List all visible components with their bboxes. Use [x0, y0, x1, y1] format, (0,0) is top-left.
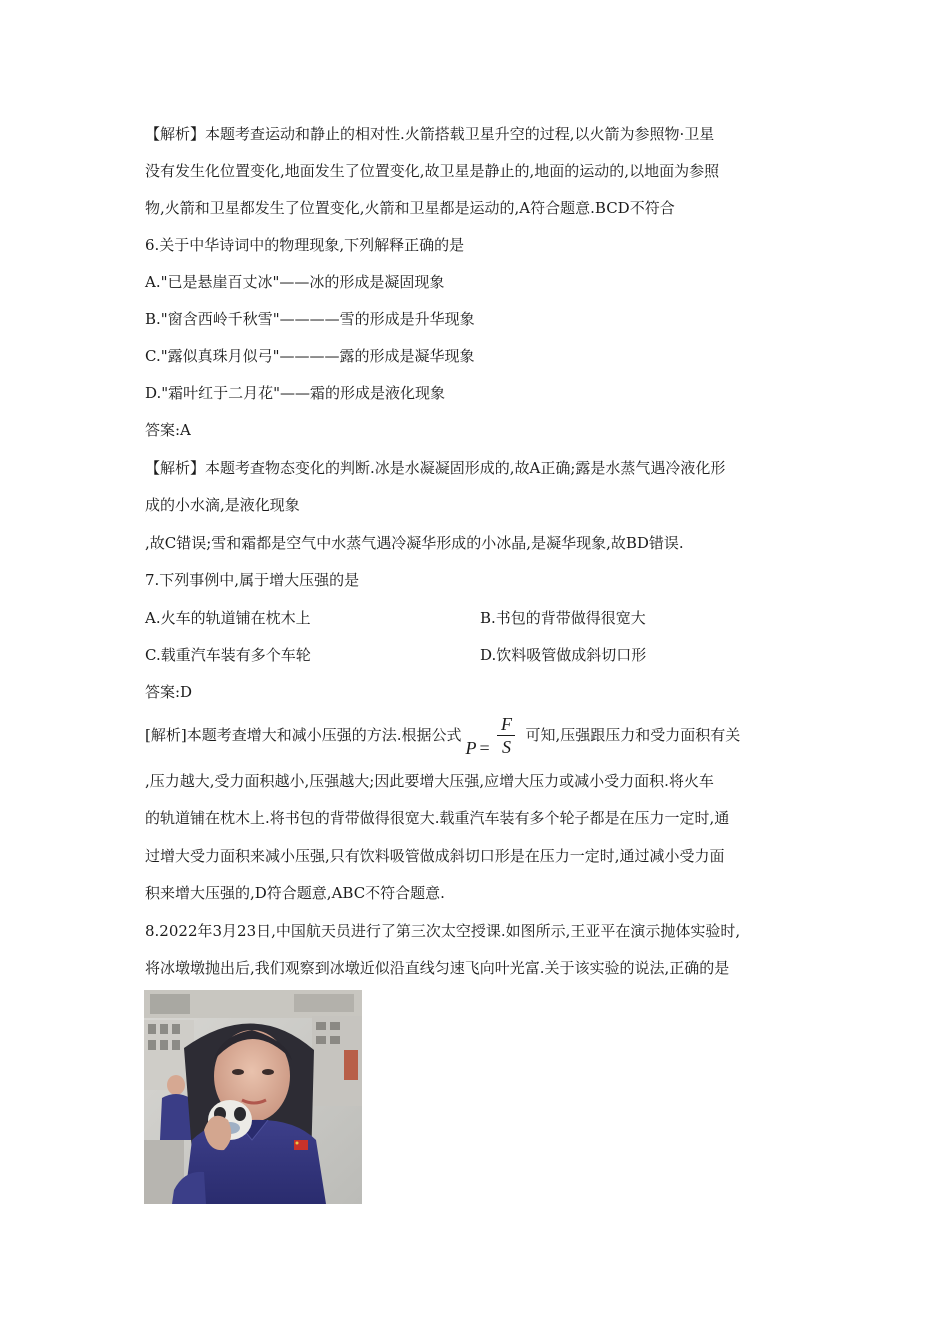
q6-option-b: B."窗含西岭千秋雪"————雪的形成是升华现象: [145, 310, 475, 328]
q7-analysis-line-4: 过增大受力面积来减小压强,只有饮料吸管做成斜切口形是在压力一定时,通过减小受力面: [145, 847, 725, 865]
q7-option-c: C.载重汽车装有多个车轮: [145, 646, 311, 664]
q8-stem-line-1: 8.2022年3月23日,中国航天员进行了第三次太空授课.如图所示,王亚平在演示抛体实验时,: [145, 922, 741, 940]
q5-analysis-line-3: 物,火箭和卫星都发生了位置变化,火箭和卫星都是运动的,A符合题意.BCD不符合: [145, 199, 675, 217]
q7-option-d: D.饮料吸管做成斜切口形: [480, 646, 647, 664]
q6-analysis-line-2: 成的小水滴,是液化现象: [145, 496, 300, 514]
q6-analysis-line-3: ,故C错误;雪和霜都是空气中水蒸气遇冷凝华形成的小冰晶,是凝华现象,故BD错误.: [145, 534, 684, 552]
q8-stem-line-2: 将冰墩墩抛出后,我们观察到冰墩近似沿直线匀速飞向叶光富.关于该实验的说法,正确的是: [145, 959, 730, 977]
q6-option-d: D."霜叶红于二月花"——霜的形成是液化现象: [145, 384, 446, 402]
formula-fraction: [497, 714, 515, 757]
formula-equals: =: [479, 738, 490, 758]
q5-analysis-line-1: 【解析】本题考查运动和静止的相对性.火箭搭载卫星升空的过程,以火箭为参照物·卫星: [145, 125, 715, 143]
q6-answer: 答案:A: [145, 421, 191, 439]
q7-option-a: A.火车的轨道铺在枕木上: [145, 609, 311, 627]
q6-stem: 6.关于中华诗词中的物理现象,下列解释正确的是: [145, 236, 465, 254]
q7-analysis-line-2: ,压力越大,受力面积越小,压强越大;因此要增大压强,应增大压力或减小受力面积.将火车: [145, 772, 714, 790]
q7-analysis-line-3: 的轨道铺在枕木上.将书包的背带做得很宽大.载重汽车装有多个轮子都是在压力一定时,通: [145, 809, 730, 827]
q6-analysis-line-1: 【解析】本题考查物态变化的判断.冰是水凝凝固形成的,故A正确;露是水蒸气遇冷液化形: [145, 459, 726, 477]
formula-lhs: P: [465, 738, 477, 758]
formula-numerator: F: [500, 714, 512, 734]
formula-denominator: S: [501, 737, 511, 757]
q7-stem: 7.下列事例中,属于增大压强的是: [145, 571, 360, 589]
q7-analysis-line-5: 积来增大压强的,D符合题意,ABC不符合题意.: [145, 884, 445, 902]
fraction-bar: [497, 735, 515, 736]
pressure-formula: [465, 714, 521, 758]
q7-option-b: B.书包的背带做得很宽大: [480, 609, 646, 627]
q7-analysis-prefix: [解析]本题考查增大和减小压强的方法.根据公式: [145, 726, 462, 744]
q7-answer: 答案:D: [145, 683, 193, 701]
astronaut-photo: [144, 990, 362, 1204]
q7-analysis-suffix: 可知,压强跟压力和受力面积有关: [525, 726, 741, 744]
q7-analysis-line-1: [145, 713, 740, 758]
q5-analysis-line-2: 没有发生化位置变化,地面发生了位置变化,故卫星是静止的,地面的运动的,以地面为参照: [145, 162, 720, 180]
q6-option-c: C."露似真珠月似弓"————露的形成是凝华现象: [145, 347, 475, 365]
q6-option-a: A."已是悬崖百丈冰"——冰的形成是凝固现象: [145, 273, 445, 291]
